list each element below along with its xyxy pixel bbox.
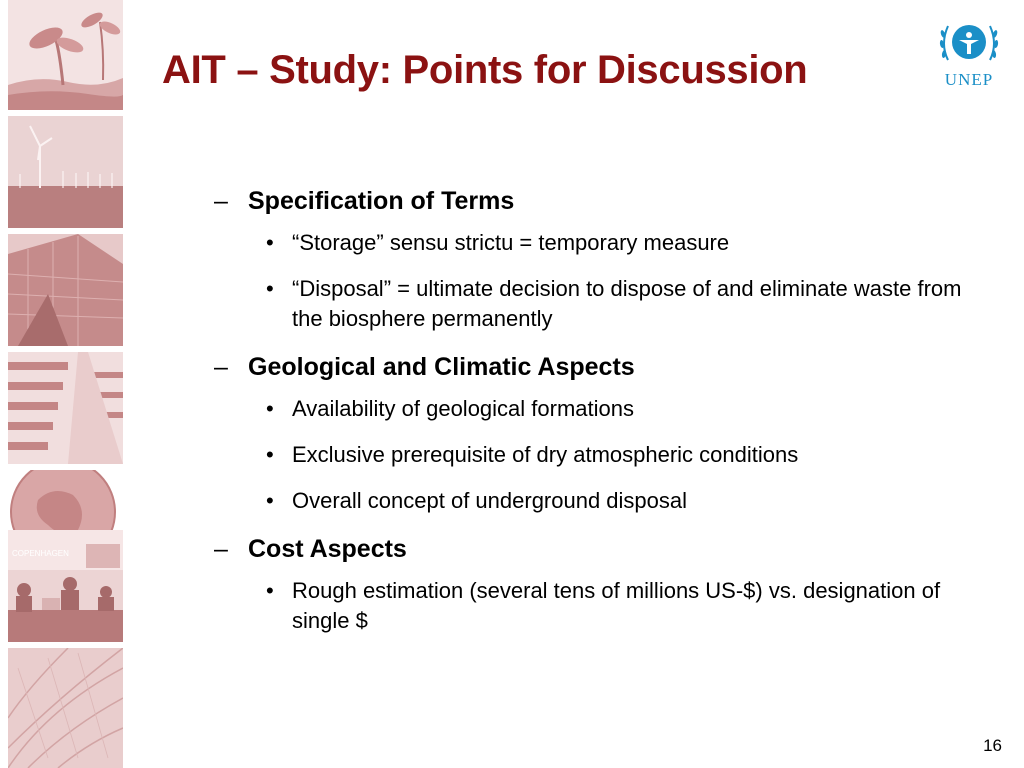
supermarket-photo xyxy=(8,352,123,464)
photo-strip xyxy=(8,0,123,768)
bullet-item xyxy=(214,394,974,424)
conference-photo xyxy=(8,530,123,642)
bullet-text: Overall concept of underground disposal xyxy=(292,488,688,513)
dash-marker: – xyxy=(214,535,228,563)
slide-title: AIT – Study: Points for Discussion xyxy=(162,48,808,92)
slide-body xyxy=(214,184,974,652)
section-heading xyxy=(214,532,974,566)
leaf-texture-photo xyxy=(8,648,123,768)
section-heading-text: Specification of Terms xyxy=(248,187,515,215)
bullet-marker: • xyxy=(266,442,274,467)
page-number: 16 xyxy=(983,736,1002,755)
copenhagen-caption: COPENHAGEN xyxy=(12,549,69,558)
bullet-text: Availability of geological formations xyxy=(292,396,634,421)
bullet-marker: • xyxy=(266,230,274,255)
bullet-marker: • xyxy=(266,578,274,603)
bullet-text: “Disposal” = ultimate decision to dispose of and eliminate waste from the biosphere permanently xyxy=(292,276,962,331)
bullet-marker: • xyxy=(266,276,274,301)
bullet-item xyxy=(214,440,974,470)
section-heading xyxy=(214,184,974,218)
bullet-text: Rough estimation (several tens of millions US-$) vs. designation of single $ xyxy=(292,578,941,633)
dash-marker: – xyxy=(214,353,228,381)
bullet-item xyxy=(214,486,974,516)
seedlings-photo xyxy=(8,0,123,110)
unep-logo-text: UNEP xyxy=(944,70,994,89)
wind-turbines-photo xyxy=(8,116,123,228)
bullet-item xyxy=(214,576,974,636)
section-heading-text: Cost Aspects xyxy=(248,535,407,563)
bullet-text: Exclusive prerequisite of dry atmospheric conditions xyxy=(292,442,799,467)
bullet-marker: • xyxy=(266,488,274,513)
bullet-marker: • xyxy=(266,396,274,421)
building-photo xyxy=(8,234,123,346)
bullet-text: “Storage” sensu strictu = temporary measure xyxy=(292,230,730,255)
bullet-item xyxy=(214,274,974,334)
dash-marker: – xyxy=(214,187,228,215)
section-heading xyxy=(214,350,974,384)
section-heading-text: Geological and Climatic Aspects xyxy=(248,353,635,381)
bullet-item xyxy=(214,228,974,258)
